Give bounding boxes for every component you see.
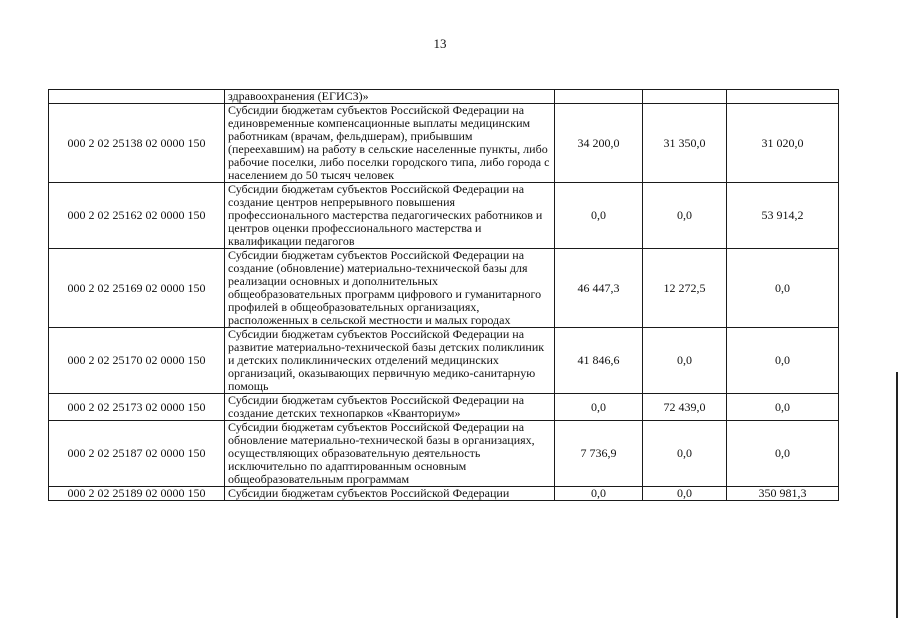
value-cell: 53 914,2 <box>727 183 839 249</box>
value-cell: 46 447,3 <box>555 249 643 328</box>
description-cell: Субсидии бюджетам субъектов Российской Федерации на создание центров непрерывного повышения профессионального мастерства педагогических работников и центров оценки профессионального мастерства и квалификации педагогов <box>225 183 555 249</box>
description-cell: Субсидии бюджетам субъектов Российской Федерации на создание детских технопарков «Кванториум» <box>225 394 555 421</box>
value-cell: 0,0 <box>643 328 727 394</box>
value-cell: 0,0 <box>727 328 839 394</box>
budget-code-cell: 000 2 02 25169 02 0000 150 <box>49 249 225 328</box>
description-cell: здравоохранения (ЕГИСЗ)» <box>225 90 555 104</box>
budget-code-cell: 000 2 02 25173 02 0000 150 <box>49 394 225 421</box>
table-row <box>49 328 839 394</box>
value-cell: 0,0 <box>727 421 839 487</box>
value-cell: 350 981,3 <box>727 487 839 501</box>
value-cell: 0,0 <box>727 249 839 328</box>
budget-code-cell: 000 2 02 25170 02 0000 150 <box>49 328 225 394</box>
scan-edge-line <box>896 372 898 618</box>
value-cell: 0,0 <box>555 183 643 249</box>
budget-code-cell: 000 2 02 25138 02 0000 150 <box>49 104 225 183</box>
description-cell: Субсидии бюджетам субъектов Российской Федерации на развитие материально-технической базы детских поликлиник и детских поликлинических отделений медицинских организаций, оказывающих первичную медико-санитарную помощь <box>225 328 555 394</box>
table-row <box>49 421 839 487</box>
value-cell <box>643 90 727 104</box>
value-cell: 31 350,0 <box>643 104 727 183</box>
value-cell: 72 439,0 <box>643 394 727 421</box>
value-cell: 0,0 <box>643 421 727 487</box>
budget-code-cell: 000 2 02 25189 02 0000 150 <box>49 487 225 501</box>
value-cell <box>555 90 643 104</box>
description-cell: Субсидии бюджетам субъектов Российской Федерации на создание (обновление) материально-технической базы для реализации основных и дополнительных общеобразовательных программ цифрового и гуманитарного профилей в общеобразовательных организациях, расположенных в сельской местности и малых городах <box>225 249 555 328</box>
table-row <box>49 90 839 104</box>
page-number: 13 <box>433 36 447 51</box>
table-row <box>49 104 839 183</box>
table-row <box>49 394 839 421</box>
description-cell: Субсидии бюджетам субъектов Российской Федерации на обновление материально-технической базы в организациях, осуществляющих образовательную деятельность исключительно по адаптированным основным общеобразовательным программам <box>225 421 555 487</box>
value-cell: 0,0 <box>643 183 727 249</box>
budget-code-cell: 000 2 02 25187 02 0000 150 <box>49 421 225 487</box>
budget-code-cell: 000 2 02 25162 02 0000 150 <box>49 183 225 249</box>
value-cell: 7 736,9 <box>555 421 643 487</box>
table-row <box>49 183 839 249</box>
value-cell: 0,0 <box>643 487 727 501</box>
value-cell: 31 020,0 <box>727 104 839 183</box>
value-cell <box>727 90 839 104</box>
value-cell: 41 846,6 <box>555 328 643 394</box>
value-cell: 0,0 <box>555 394 643 421</box>
table-row <box>49 487 839 501</box>
value-cell: 0,0 <box>555 487 643 501</box>
value-cell: 34 200,0 <box>555 104 643 183</box>
value-cell: 0,0 <box>727 394 839 421</box>
description-cell: Субсидии бюджетам субъектов Российской Федерации <box>225 487 555 501</box>
budget-table <box>48 89 839 501</box>
value-cell: 12 272,5 <box>643 249 727 328</box>
description-cell: Субсидии бюджетам субъектов Российской Федерации на единовременные компенсационные выплаты медицинским работникам (врачам, фельдшерам), прибывшим (переехавшим) на работу в сельские населенные пункты, либо рабочие поселки, либо поселки городского типа, либо города с населением до 50 тысяч человек <box>225 104 555 183</box>
budget-code-cell <box>49 90 225 104</box>
table-row <box>49 249 839 328</box>
